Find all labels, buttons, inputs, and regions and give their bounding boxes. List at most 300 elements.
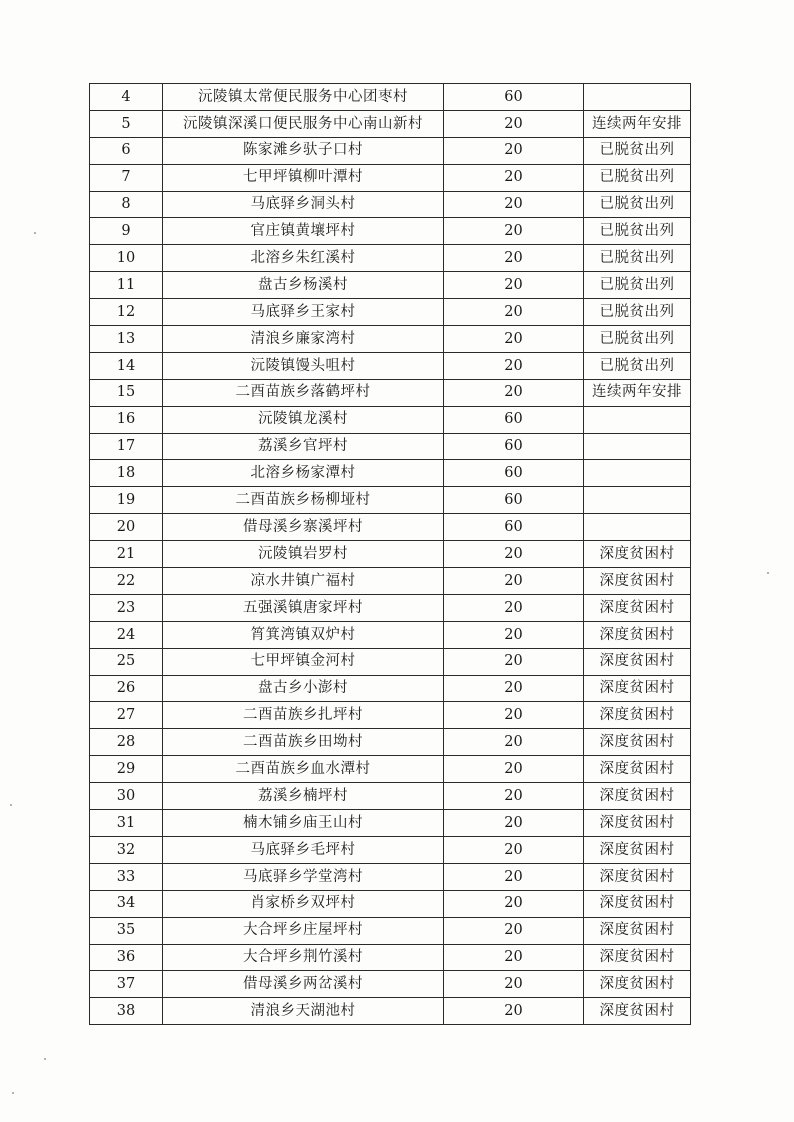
amount-text: 20 bbox=[504, 330, 523, 347]
scan-speck bbox=[34, 232, 36, 234]
note-text: 已脱贫出列 bbox=[599, 169, 675, 186]
note-cell bbox=[584, 487, 691, 514]
row-number-cell bbox=[90, 998, 163, 1025]
village-name-text: 二酉苗族乡杨柳垭村 bbox=[235, 492, 371, 509]
table-row bbox=[90, 810, 691, 837]
note-cell bbox=[584, 379, 691, 406]
note-text: 深度贫困村 bbox=[599, 707, 675, 724]
row-number-cell bbox=[90, 594, 163, 621]
scan-speck bbox=[12, 1092, 14, 1094]
village-name-text: 盘古乡杨溪村 bbox=[258, 276, 348, 293]
amount-text: 20 bbox=[504, 922, 523, 939]
table-row bbox=[90, 326, 691, 353]
row-number-text: 30 bbox=[116, 787, 136, 804]
village-name-text: 北溶乡朱红溪村 bbox=[250, 250, 356, 267]
note-text: 深度贫困村 bbox=[599, 922, 675, 939]
row-number-cell bbox=[90, 299, 163, 326]
row-number-text: 38 bbox=[116, 1002, 136, 1019]
note-text: 深度贫困村 bbox=[599, 572, 675, 589]
row-number-cell bbox=[90, 675, 163, 702]
row-number-cell bbox=[90, 191, 163, 218]
amount-cell bbox=[444, 917, 584, 944]
village-allocation-table bbox=[89, 83, 691, 1025]
amount-cell bbox=[444, 863, 584, 890]
row-number-text: 11 bbox=[116, 276, 136, 293]
note-text: 深度贫困村 bbox=[599, 1002, 675, 1019]
note-text: 深度贫困村 bbox=[599, 895, 675, 912]
note-cell bbox=[584, 971, 691, 998]
village-name-cell bbox=[163, 890, 444, 917]
amount-text: 20 bbox=[504, 169, 523, 186]
amount-cell bbox=[444, 326, 584, 353]
table-row bbox=[90, 299, 691, 326]
village-name-cell bbox=[163, 379, 444, 406]
amount-cell bbox=[444, 594, 584, 621]
row-number-text: 35 bbox=[116, 922, 136, 939]
note-text: 深度贫困村 bbox=[599, 599, 675, 616]
table-row bbox=[90, 783, 691, 810]
village-name-cell bbox=[163, 863, 444, 890]
village-name-text: 沅陵镇馒头咀村 bbox=[250, 357, 356, 374]
village-name-text: 二酉苗族乡扎坪村 bbox=[243, 707, 363, 724]
row-number-text: 16 bbox=[116, 411, 136, 428]
amount-text: 20 bbox=[504, 572, 523, 589]
row-number-text: 21 bbox=[116, 545, 136, 562]
amount-text: 20 bbox=[504, 384, 523, 401]
village-name-text: 荔溪乡官坪村 bbox=[258, 438, 348, 455]
amount-text: 20 bbox=[504, 545, 523, 562]
note-cell bbox=[584, 541, 691, 568]
village-name-text: 七甲坪镇柳叶潭村 bbox=[243, 169, 363, 186]
table-row bbox=[90, 621, 691, 648]
table-row bbox=[90, 352, 691, 379]
note-cell bbox=[584, 84, 691, 111]
row-number-cell bbox=[90, 863, 163, 890]
table-row bbox=[90, 702, 691, 729]
amount-cell bbox=[444, 272, 584, 299]
row-number-text: 14 bbox=[116, 357, 136, 374]
amount-text: 20 bbox=[504, 115, 523, 132]
amount-cell bbox=[444, 245, 584, 272]
row-number-cell bbox=[90, 137, 163, 164]
amount-cell bbox=[444, 998, 584, 1025]
table-row bbox=[90, 971, 691, 998]
village-name-text: 荔溪乡楠坪村 bbox=[258, 787, 348, 804]
row-number-cell bbox=[90, 164, 163, 191]
table-row bbox=[90, 272, 691, 299]
note-cell bbox=[584, 917, 691, 944]
amount-cell bbox=[444, 352, 584, 379]
amount-text: 60 bbox=[504, 411, 523, 428]
amount-cell bbox=[444, 514, 584, 541]
village-name-cell bbox=[163, 944, 444, 971]
village-name-text: 借母溪乡两岔溪村 bbox=[243, 976, 363, 993]
note-cell bbox=[584, 406, 691, 433]
village-name-text: 官庄镇黄壤坪村 bbox=[250, 223, 356, 240]
row-number-cell bbox=[90, 568, 163, 595]
note-cell bbox=[584, 568, 691, 595]
note-cell bbox=[584, 164, 691, 191]
row-number-cell bbox=[90, 406, 163, 433]
note-text: 深度贫困村 bbox=[599, 814, 675, 831]
amount-text: 20 bbox=[504, 196, 523, 213]
village-name-cell bbox=[163, 998, 444, 1025]
note-cell bbox=[584, 352, 691, 379]
row-number-text: 18 bbox=[116, 465, 136, 482]
table-row bbox=[90, 433, 691, 460]
amount-cell bbox=[444, 783, 584, 810]
village-name-text: 二酉苗族乡田坳村 bbox=[243, 734, 363, 751]
row-number-text: 15 bbox=[116, 384, 136, 401]
row-number-text: 4 bbox=[121, 88, 131, 105]
row-number-text: 12 bbox=[116, 303, 136, 320]
row-number-cell bbox=[90, 433, 163, 460]
table-row bbox=[90, 648, 691, 675]
village-name-text: 楠木铺乡庙王山村 bbox=[243, 814, 363, 831]
amount-cell bbox=[444, 890, 584, 917]
amount-text: 20 bbox=[504, 814, 523, 831]
village-name-text: 沅陵镇龙溪村 bbox=[258, 411, 348, 428]
amount-cell bbox=[444, 675, 584, 702]
amount-text: 20 bbox=[504, 868, 523, 885]
row-number-cell bbox=[90, 352, 163, 379]
amount-cell bbox=[444, 433, 584, 460]
village-name-text: 盘古乡小澎村 bbox=[258, 680, 348, 697]
table-row bbox=[90, 191, 691, 218]
row-number-text: 19 bbox=[116, 492, 136, 509]
amount-text: 20 bbox=[504, 787, 523, 804]
note-cell bbox=[584, 514, 691, 541]
village-name-cell bbox=[163, 836, 444, 863]
scan-speck bbox=[10, 804, 12, 806]
village-name-text: 大合坪乡荆竹溪村 bbox=[243, 949, 363, 966]
note-text: 深度贫困村 bbox=[599, 787, 675, 804]
amount-cell bbox=[444, 648, 584, 675]
note-text: 深度贫困村 bbox=[599, 734, 675, 751]
amount-cell bbox=[444, 621, 584, 648]
row-number-cell bbox=[90, 971, 163, 998]
row-number-text: 37 bbox=[116, 976, 136, 993]
village-name-cell bbox=[163, 460, 444, 487]
amount-cell bbox=[444, 729, 584, 756]
amount-cell bbox=[444, 218, 584, 245]
note-cell bbox=[584, 998, 691, 1025]
village-name-cell bbox=[163, 137, 444, 164]
village-name-cell bbox=[163, 245, 444, 272]
amount-cell bbox=[444, 84, 584, 111]
amount-text: 60 bbox=[504, 88, 523, 105]
amount-cell bbox=[444, 568, 584, 595]
row-number-cell bbox=[90, 514, 163, 541]
row-number-cell bbox=[90, 890, 163, 917]
row-number-text: 6 bbox=[121, 142, 131, 159]
note-cell bbox=[584, 702, 691, 729]
village-name-cell bbox=[163, 272, 444, 299]
row-number-cell bbox=[90, 756, 163, 783]
village-name-cell bbox=[163, 299, 444, 326]
amount-text: 20 bbox=[504, 976, 523, 993]
village-name-cell bbox=[163, 487, 444, 514]
row-number-cell bbox=[90, 110, 163, 137]
village-name-cell bbox=[163, 433, 444, 460]
note-cell bbox=[584, 594, 691, 621]
amount-text: 20 bbox=[504, 276, 523, 293]
row-number-text: 24 bbox=[116, 626, 136, 643]
amount-cell bbox=[444, 164, 584, 191]
note-cell bbox=[584, 836, 691, 863]
village-name-cell bbox=[163, 621, 444, 648]
village-name-text: 沅陵镇深溪口便民服务中心南山新村 bbox=[183, 115, 423, 132]
village-name-cell bbox=[163, 326, 444, 353]
village-name-cell bbox=[163, 406, 444, 433]
village-name-cell bbox=[163, 675, 444, 702]
village-name-text: 北溶乡杨家潭村 bbox=[250, 465, 356, 482]
note-text: 已脱贫出列 bbox=[599, 276, 675, 293]
row-number-cell bbox=[90, 944, 163, 971]
table-row bbox=[90, 594, 691, 621]
table-row bbox=[90, 487, 691, 514]
note-text: 已脱贫出列 bbox=[599, 223, 675, 240]
village-name-text: 借母溪乡寨溪坪村 bbox=[243, 518, 363, 535]
row-number-cell bbox=[90, 541, 163, 568]
row-number-text: 9 bbox=[121, 223, 131, 240]
village-name-cell bbox=[163, 568, 444, 595]
note-cell bbox=[584, 137, 691, 164]
note-text: 深度贫困村 bbox=[599, 653, 675, 670]
amount-cell bbox=[444, 971, 584, 998]
village-name-cell bbox=[163, 164, 444, 191]
village-name-cell bbox=[163, 729, 444, 756]
amount-cell bbox=[444, 702, 584, 729]
village-name-text: 马底驿乡王家村 bbox=[250, 303, 356, 320]
note-text: 深度贫困村 bbox=[599, 626, 675, 643]
note-text: 已脱贫出列 bbox=[599, 357, 675, 374]
village-name-text: 大合坪乡庄屋坪村 bbox=[243, 922, 363, 939]
row-number-cell bbox=[90, 487, 163, 514]
amount-text: 20 bbox=[504, 680, 523, 697]
village-name-cell bbox=[163, 352, 444, 379]
row-number-text: 25 bbox=[116, 653, 136, 670]
note-text: 已脱贫出列 bbox=[599, 250, 675, 267]
amount-text: 20 bbox=[504, 1002, 523, 1019]
table-row bbox=[90, 917, 691, 944]
village-name-cell bbox=[163, 648, 444, 675]
row-number-cell bbox=[90, 218, 163, 245]
note-cell bbox=[584, 433, 691, 460]
note-cell bbox=[584, 245, 691, 272]
amount-cell bbox=[444, 836, 584, 863]
amount-text: 60 bbox=[504, 492, 523, 509]
amount-text: 20 bbox=[504, 949, 523, 966]
note-cell bbox=[584, 191, 691, 218]
row-number-text: 22 bbox=[116, 572, 136, 589]
note-cell bbox=[584, 460, 691, 487]
amount-text: 20 bbox=[504, 895, 523, 912]
village-name-text: 肖家桥乡双坪村 bbox=[250, 895, 356, 912]
note-text: 连续两年安排 bbox=[592, 384, 682, 401]
village-name-cell bbox=[163, 514, 444, 541]
note-cell bbox=[584, 299, 691, 326]
amount-cell bbox=[444, 460, 584, 487]
row-number-text: 27 bbox=[116, 707, 136, 724]
amount-text: 20 bbox=[504, 760, 523, 777]
row-number-cell bbox=[90, 326, 163, 353]
village-name-cell bbox=[163, 702, 444, 729]
amount-cell bbox=[444, 944, 584, 971]
amount-cell bbox=[444, 810, 584, 837]
row-number-cell bbox=[90, 810, 163, 837]
table-row bbox=[90, 944, 691, 971]
amount-cell bbox=[444, 299, 584, 326]
table-row bbox=[90, 245, 691, 272]
note-cell bbox=[584, 863, 691, 890]
amount-cell bbox=[444, 487, 584, 514]
amount-cell bbox=[444, 379, 584, 406]
table-row bbox=[90, 890, 691, 917]
note-cell bbox=[584, 648, 691, 675]
row-number-cell bbox=[90, 648, 163, 675]
note-cell bbox=[584, 272, 691, 299]
table-row bbox=[90, 218, 691, 245]
village-name-text: 沅陵镇太常便民服务中心团枣村 bbox=[198, 88, 408, 105]
amount-cell bbox=[444, 191, 584, 218]
scan-speck bbox=[767, 572, 769, 574]
note-text: 深度贫困村 bbox=[599, 680, 675, 697]
row-number-text: 32 bbox=[116, 841, 136, 858]
row-number-text: 26 bbox=[116, 680, 136, 697]
note-cell bbox=[584, 890, 691, 917]
row-number-text: 17 bbox=[116, 438, 136, 455]
row-number-cell bbox=[90, 783, 163, 810]
row-number-cell bbox=[90, 272, 163, 299]
table-row bbox=[90, 84, 691, 111]
table-row bbox=[90, 836, 691, 863]
table-row bbox=[90, 541, 691, 568]
note-text: 连续两年安排 bbox=[592, 115, 682, 132]
amount-text: 60 bbox=[504, 438, 523, 455]
note-text: 深度贫困村 bbox=[599, 760, 675, 777]
amount-cell bbox=[444, 541, 584, 568]
table-row bbox=[90, 110, 691, 137]
row-number-cell bbox=[90, 84, 163, 111]
table-row bbox=[90, 998, 691, 1025]
note-cell bbox=[584, 944, 691, 971]
amount-text: 20 bbox=[504, 223, 523, 240]
table-row bbox=[90, 729, 691, 756]
amount-text: 20 bbox=[504, 653, 523, 670]
row-number-text: 8 bbox=[121, 196, 131, 213]
table-row bbox=[90, 406, 691, 433]
village-name-text: 二酉苗族乡落鹤坪村 bbox=[235, 384, 371, 401]
row-number-text: 23 bbox=[116, 599, 136, 616]
note-cell bbox=[584, 218, 691, 245]
note-cell bbox=[584, 729, 691, 756]
note-text: 深度贫困村 bbox=[599, 976, 675, 993]
village-name-cell bbox=[163, 110, 444, 137]
amount-text: 20 bbox=[504, 142, 523, 159]
village-name-cell bbox=[163, 191, 444, 218]
table-row bbox=[90, 379, 691, 406]
row-number-text: 13 bbox=[116, 330, 136, 347]
village-name-cell bbox=[163, 84, 444, 111]
note-cell bbox=[584, 756, 691, 783]
note-cell bbox=[584, 621, 691, 648]
amount-text: 60 bbox=[504, 518, 523, 535]
table-row bbox=[90, 164, 691, 191]
row-number-text: 31 bbox=[116, 814, 136, 831]
amount-cell bbox=[444, 756, 584, 783]
amount-text: 20 bbox=[504, 707, 523, 724]
village-name-text: 筲箕湾镇双炉村 bbox=[250, 626, 356, 643]
village-name-text: 马底驿乡毛坪村 bbox=[250, 841, 356, 858]
row-number-cell bbox=[90, 729, 163, 756]
village-name-cell bbox=[163, 783, 444, 810]
note-text: 已脱贫出列 bbox=[599, 303, 675, 320]
amount-text: 20 bbox=[504, 357, 523, 374]
village-name-text: 陈家滩乡驮子口村 bbox=[243, 142, 363, 159]
amount-text: 60 bbox=[504, 465, 523, 482]
village-name-text: 清浪乡廉家湾村 bbox=[250, 330, 356, 347]
note-cell bbox=[584, 675, 691, 702]
row-number-text: 28 bbox=[116, 734, 136, 751]
row-number-cell bbox=[90, 917, 163, 944]
amount-cell bbox=[444, 110, 584, 137]
row-number-text: 36 bbox=[116, 949, 136, 966]
table-row bbox=[90, 756, 691, 783]
note-cell bbox=[584, 326, 691, 353]
note-text: 已脱贫出列 bbox=[599, 196, 675, 213]
row-number-cell bbox=[90, 379, 163, 406]
row-number-cell bbox=[90, 621, 163, 648]
table-row bbox=[90, 863, 691, 890]
amount-text: 20 bbox=[504, 303, 523, 320]
row-number-cell bbox=[90, 836, 163, 863]
row-number-text: 20 bbox=[116, 518, 136, 535]
row-number-text: 10 bbox=[116, 250, 136, 267]
row-number-cell bbox=[90, 702, 163, 729]
village-name-text: 七甲坪镇金河村 bbox=[250, 653, 356, 670]
note-cell bbox=[584, 810, 691, 837]
row-number-text: 7 bbox=[121, 169, 131, 186]
amount-text: 20 bbox=[504, 841, 523, 858]
village-name-cell bbox=[163, 971, 444, 998]
row-number-cell bbox=[90, 245, 163, 272]
note-cell bbox=[584, 783, 691, 810]
row-number-text: 34 bbox=[116, 895, 136, 912]
amount-text: 20 bbox=[504, 734, 523, 751]
table-row bbox=[90, 568, 691, 595]
table-body bbox=[90, 84, 691, 1025]
note-text: 深度贫困村 bbox=[599, 949, 675, 966]
note-text: 已脱贫出列 bbox=[599, 142, 675, 159]
note-text: 深度贫困村 bbox=[599, 841, 675, 858]
amount-text: 20 bbox=[504, 599, 523, 616]
village-name-text: 五强溪镇唐家坪村 bbox=[243, 599, 363, 616]
amount-text: 20 bbox=[504, 250, 523, 267]
amount-cell bbox=[444, 137, 584, 164]
note-text: 已脱贫出列 bbox=[599, 330, 675, 347]
table-row bbox=[90, 514, 691, 541]
village-name-cell bbox=[163, 756, 444, 783]
village-name-text: 沅陵镇岩罗村 bbox=[258, 545, 348, 562]
note-text: 深度贫困村 bbox=[599, 545, 675, 562]
village-name-cell bbox=[163, 594, 444, 621]
amount-text: 20 bbox=[504, 626, 523, 643]
village-name-text: 凉水井镇广福村 bbox=[250, 572, 356, 589]
amount-cell bbox=[444, 406, 584, 433]
note-cell bbox=[584, 110, 691, 137]
village-name-cell bbox=[163, 917, 444, 944]
